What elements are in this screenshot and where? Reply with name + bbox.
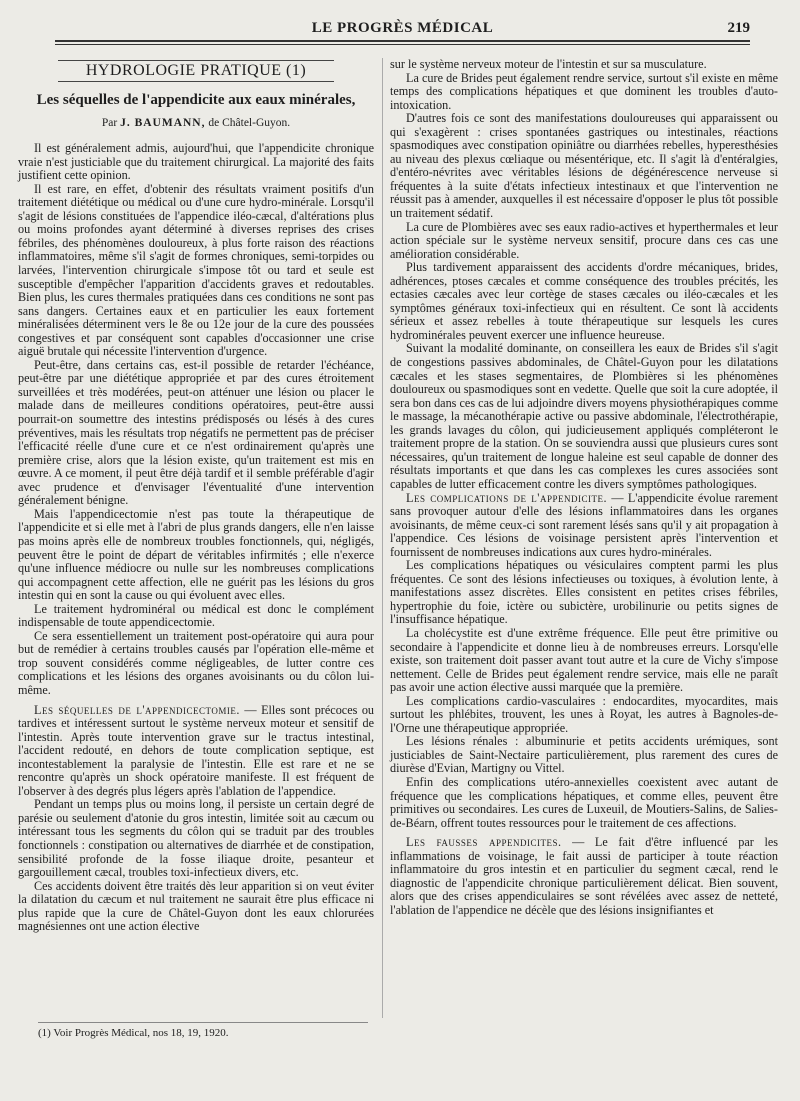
paragraph: La cure de Plombières avec ses eaux radio-actives et hyperthermales et leur action spéciale sur le système nerveux sensitif, procure dans ces cas une amélioration considérable. — [390, 219, 778, 261]
article-title: Les séquelles de l'appendicite aux eaux minérales, — [36, 91, 356, 108]
page-number: 219 — [727, 20, 750, 36]
paragraph: Mais l'appendicectomie n'est pas toute la thérapeutique de l'appendicite et si elle met à l'abri de plus grands dangers, elle n'en laisse pas moins après elle de nombreux troubles fonctionnels, qui, négligés, peuvent être le point de départ de véritables infirmités ; elle n'exerce qu'une influence médiocre ou nulle sur les nombreuses complications qui accompagnent cette affection, elle ne guérit pas les lésions du gros intestin qui en sont la cause ou qui évoluent avec elles. — [18, 506, 374, 603]
paragraph: D'autres fois ce sont des manifestations douloureuses qui apparaissent ou qui s'exagèrent : crises spontanées gastriques ou intestinales, réactions spasmodiques avec constipation opiniâtre ou diarrhées rebelles, hyperesthésies au niveau des plexus cœliaque ou mésentérique, etc. Il s'agit là d'entéralgies, d'entéro-névrites avec véritables lésions de dégénérescence nerveuse si fréquentes à la suite d'états infectieux intestinaux et que l'intervention ne réussit pas à amender, auxquelles il est nécessaire d'opposer le plus tôt possible un traitement sédatif. — [390, 111, 778, 221]
subsection-lead: Les complications de l'appendicite. — [406, 490, 608, 505]
paragraph: Les complications de l'appendicite. — L'appendicite évolue rarement sans provoquer autour d'elle des lésions inflammatoires dans les organes avoisinants, de même ceux-ci sont rarement lésés sans qu'il y ait propagation à l'appendice. Ces lésions de voisinage persistent après l'intervention et fournissent de nombreuses indications aux cures hydro-minérales. — [390, 490, 778, 559]
byline-prefix: Par — [101, 116, 118, 129]
running-head — [55, 18, 750, 40]
header-rule-thick — [55, 40, 750, 42]
footnote: (1) Voir Progrès Médical, nos 18, 19, 1920. — [38, 1022, 368, 1039]
column-divider — [382, 58, 383, 1018]
paragraph: Les complications cardio-vasculaires : endocardites, myocardites, mais surtout les phlébites, trouvent, les unes à Royat, les autres à Bagnoles-de-l'Orne une thérapeutique appropriée. — [390, 693, 778, 735]
paragraph: Plus tardivement apparaissent des accidents d'ordre mécaniques, brides, adhérences, ptoses cæcales et comme conséquence des troubles précités, les ectasies cæcales avec leur cortège de stases cæcales ou iléo-cæcales et les symptômes généraux toxi-infectieux qui en résultent. Ce sont là accidents sérieux et assez rebelles à toute thérapeutique sur lesquels les cures hydrominérales peuvent exercer une influence heureuse. — [390, 260, 778, 342]
paragraph: Ce sera essentiellement un traitement post-opératoire qui aura pour but de remédier à certains troubles causés par l'opération elle-même et trop souvent considérés comme négligeables, de lutter contre ces complications et les lésions des organes avoisinants ou du côlon lui-même. — [18, 628, 374, 697]
left-column — [18, 58, 374, 934]
section-title: HYDROLOGIE PRATIQUE (1) — [58, 60, 334, 82]
paragraph: La cholécystite est d'une extrême fréquence. Elle peut être primitive ou secondaire à l'appendicite et donne lieu à de nombreuses erreurs. Lorsqu'elle existe, son traitement doit passer avant tout autre et la cure de Vichy s'impose nettement. Celle de Brides peut également rendre service, mais elle ne paraît pas avoir une action élective aussi marquée que la première. — [390, 625, 778, 695]
paragraph: Suivant la modalité dominante, on conseillera les eaux de Brides s'il s'agit de congestions passives abdominales, de Châtel-Guyon pour les dilatations cæcales et les stases segmentaires, de Plombières si les phénomènes douloureux ou spasmodiques sont en vedette. Quelle que soit la cure adoptée, il sera bon dans ces cas de lui adjoindre divers moyens physiothérapiques comme le massage, la mécanothérapie active ou passive abdominale, l'électrothérapie, les grands lavages du côlon, qui judicieusement appliqués compléteront le traitement propre de la station. On se souviendra aussi que plusieurs cures sont nécessaires, qu'un traitement de longue haleine est seul capable de donner des résultats importants et que dans les cas complexes les cures associées sont capables de lutter efficacement contre les divers symptômes pathologiques. — [390, 341, 778, 491]
paragraph: Enfin des complications utéro-annexielles coexistent avec autant de fréquence que les complications hépatiques, et comme elles, peuvent être primitives ou secondaires. Les cures de Luxeuil, de Moutiers-Salins, de Salies-de-Béarn, offrent toutes ressources pour le traitement de ces affections. — [390, 774, 778, 830]
header-rule-thin — [55, 44, 750, 45]
right-column — [390, 58, 778, 917]
paragraph: Ces accidents doivent être traités dès leur apparition si on veut éviter la dilatation du cæcum et nul traitement ne saurait être plus efficace ni plus rapide que la cure de Châtel-Guyon dont les eaux chlorurées magnésiennes ont une action élective — [18, 878, 374, 934]
paragraph: Les fausses appendicites. — Le fait d'être influencé par les inflammations de voisinage, le fait aussi de participer à toute réaction inflammatoire du gros intestin et en particulier du segment cæcal, rend le diagnostic de l'appendicite chronique particulièrement délicat. Bien souvent, alors que des crises appendiculaires se sont révélées avec assez de netteté, l'ablation de l'appendice ne décèle que des lésions insignifiantes et — [390, 835, 778, 917]
paragraph: Les lésions rénales : albuminurie et petits accidents urémiques, sont justiciables de Saint-Nectaire particulièrement, plus rarement des cures de diurèse d'Evian, Martigny ou Vittel. — [390, 734, 778, 776]
paragraph: Il est généralement admis, aujourd'hui, que l'appendicite chronique vraie n'est justiciable que du traitement chirurgical. La majorité des faits justifient cette opinion. — [18, 141, 374, 183]
paragraph: La cure de Brides peut également rendre service, surtout s'il existe en même temps des complications hépatiques et que dominent les troubles d'auto-intoxication. — [390, 70, 778, 112]
subsection-lead: Les séquelles de l'appendicectomie. — [34, 702, 240, 717]
byline — [18, 117, 374, 131]
author-name: J. BAUMANN, — [120, 116, 206, 129]
subsection-lead: Les fausses appendicites. — [406, 835, 562, 850]
paragraph: Les séquelles de l'appendicectomie. — Elles sont précoces ou tardives et intéressent surtout le système nerveux moteur et sensitif de l'intestin. Après toute intervention grave sur le tractus intestinal, l'accident redouté, en dehors de toute complication septique, est incontestablement la paralysie de l'intestin. Elle est rare et ne se rencontre qu'après un shock opératoire manifeste. Il est fréquent de l'observer à des degrés plus légers après l'ablation de l'appendice. — [18, 702, 375, 798]
paragraph: Il est rare, en effet, d'obtenir des résultats vraiment positifs d'un traitement diététique ou médical ou d'une cure hydro-minérale. Lorsqu'il s'agit de lésions constituées de l'appendice iléo-cæcal, d'altérations plus ou moins profondes ayant déterminé à diverses reprises des crises fébriles, des phénomènes douloureux, à plus forte raison des réactions inflammatoires, même s'il s'agit de formes chroniques, semi-torpides ou larvées, l'intervention chirurgicale s'impose tôt ou tard et seule est susceptible d'empêcher l'apparition d'accidents graves et redoutables. Bien plus, les cures thermales pratiquées dans ces conditions ne sont pas sans dangers. Certaines eaux et en particulier les eaux fortement minéralisées déterminent vers le 8e ou 12e jour de la cure des poussées congestives et par conséquent sont capables d'occasionner une crise aiguë brutale qui nécessite l'intervention d'urgence. — [18, 181, 374, 359]
paragraph: Le traitement hydrominéral ou médical est donc le complément indispensable de toute appendicectomie. — [18, 601, 374, 630]
paragraph: Pendant un temps plus ou moins long, il persiste un certain degré de parésie ou seulement d'atonie du gros intestin, limitée soit au cæcum ou intéressant tous les segments du côlon qui se traduit par des troubles fonctionnels : constipation ou alternatives de diarrhée et de constipation, sensibilité profonde de la fosse iliaque droite, pesanteur et gargouillement cæcal, troubles toxi-infectieux divers, etc. — [18, 797, 374, 880]
paragraph: Les complications hépatiques ou vésiculaires comptent parmi les plus fréquentes. Ce sont des lésions infectieuses ou toxiques, à évolution lente, à manifestations assez discrètes. Elles consistent en petites crises fébriles, hypertrophie du foie, ictère ou subictère, urobilinurie ou petits signes de l'insuffisance hépatique. — [390, 558, 778, 627]
paragraph: sur le système nerveux moteur de l'intestin et sur sa musculature. — [390, 57, 707, 71]
paragraph: Peut-être, dans certains cas, est-il possible de retarder l'échéance, peut-être par une diététique appropriée et par des cures étroitement surveillées et très modérées, peut-on atténuer une lésion ou placer le malade dans de meilleures conditions opératoires, peut-être aussi pourrait-on soumettre des intestins prédisposés ou lésés à des cures préventives, mais les résultats trop négatifs ne permettent pas de préciser l'efficacité réelle d'une cure et ce n'est ordinairement qu'après une première crise, alors que la lésion existe, qu'un traitement est mis en œuvre. A ce moment, il peut être déjà tardif et il semble préférable d'agir avec prudence et d'envisager l'éventualité d'une intervention généralement bénigne. — [18, 357, 374, 508]
journal-title: LE PROGRÈS MÉDICAL — [311, 20, 494, 36]
author-affiliation: de Châtel-Guyon. — [208, 116, 291, 129]
